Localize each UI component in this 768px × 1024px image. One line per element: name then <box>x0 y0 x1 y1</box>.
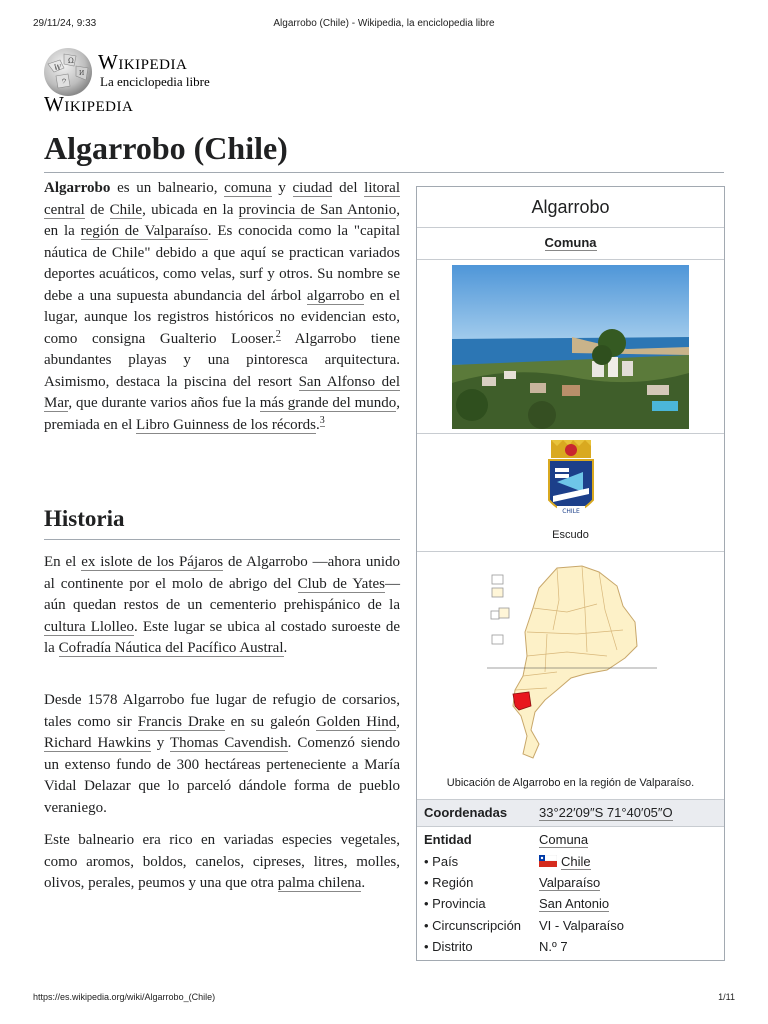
text: y <box>150 735 170 751</box>
infobox <box>416 186 725 961</box>
infobox-row-coordenadas <box>417 799 724 826</box>
text: En el <box>44 554 82 570</box>
text: en su galeón <box>224 713 317 730</box>
svg-text:ウ: ウ <box>61 78 68 85</box>
pais-link[interactable]: Chile <box>561 854 591 869</box>
map-caption: Ubicación de Algarrobo en la región de Valparaíso. <box>446 777 695 789</box>
shield-caption: Escudo <box>552 529 589 541</box>
text: . <box>316 416 320 433</box>
infobox-subtitle-row <box>417 227 724 260</box>
print-title: Algarrobo (Chile) - Wikipedia, la enciclopedia libre <box>273 18 495 29</box>
link-ex-islote[interactable]: ex islote de los Pájaros <box>81 554 224 570</box>
text: y <box>271 180 293 196</box>
link-palma-chilena[interactable]: palma chilena <box>277 875 362 891</box>
link-richard-hawkins[interactable]: Richard Hawkins <box>44 735 151 751</box>
infobox-photo-row <box>417 259 724 433</box>
link-cultura-llolleo[interactable]: cultura Llolleo <box>44 618 135 635</box>
infobox-label: • País <box>424 854 459 869</box>
lead-paragraph <box>44 178 400 436</box>
section-divider <box>44 539 400 540</box>
text: , premiada en el <box>44 395 400 433</box>
svg-text:Ω: Ω <box>68 57 74 65</box>
text: en el lugar, aunque los registros históricos no evidencian esto, como consigna Gualterio Looser. <box>44 287 401 347</box>
text: Algarrobo tiene abundantes playas y una pintoresca arquitectura. Asimismo, destaca la piscina del resort <box>44 330 400 390</box>
region-link[interactable]: Valparaíso <box>539 875 601 890</box>
section-heading-historia: Historia <box>44 506 125 531</box>
coat-of-arms-icon[interactable] <box>543 438 599 528</box>
print-page-number: 1/11 <box>718 992 735 1002</box>
link-chile[interactable]: Chile <box>109 201 143 218</box>
link-libro-guinness[interactable]: Libro Guinness de los récords <box>136 416 317 433</box>
text: Este balneario era rico en variadas especies vegetales, como aromos, boldos, canelos, cipreses, litres, molles, olivos, perales, peumos y una que otra <box>44 832 400 891</box>
link-provincia-san-antonio[interactable]: provincia de San Antonio <box>238 201 397 218</box>
print-date: 29/11/24, 9:33 <box>33 18 97 29</box>
coordinates-link[interactable]: 33°22′09″S 71°40′05″O <box>539 805 673 820</box>
print-header <box>33 18 735 34</box>
infobox-title: Algarrobo <box>531 197 610 217</box>
text: del <box>332 180 365 196</box>
text: , <box>396 713 400 730</box>
pais-value[interactable] <box>539 854 591 869</box>
circunscripcion-value: VI - Valparaíso <box>539 918 625 933</box>
subject-name: Algarrobo <box>44 180 111 196</box>
text: . Este lugar se ubica al costado suroeste de la <box>44 618 400 656</box>
wikipedia-tagline: La enciclopedia libre <box>100 74 210 89</box>
text: , en la <box>44 201 400 239</box>
wikipedia-wordmark-secondary: Wikipedia <box>44 92 134 116</box>
infobox-label: Coordenadas <box>424 805 508 820</box>
provincia-link[interactable]: San Antonio <box>539 896 610 911</box>
entidad-link[interactable]: Comuna <box>539 832 589 847</box>
link-francis-drake[interactable]: Francis Drake <box>137 713 225 730</box>
text: . <box>283 640 288 656</box>
print-footer <box>33 992 735 1006</box>
page-title: Algarrobo (Chile) <box>44 130 288 166</box>
text: . Es conocida como la "capital náutica de Chile" debido a que aquí se practican variados deportes acuáticos, como velas, surf y otros. Su nombre se debe a una supuesta abundancia del árbol <box>44 223 401 304</box>
svg-text:И: И <box>79 70 85 77</box>
text: . <box>361 875 366 891</box>
infobox-details <box>417 826 724 961</box>
historia-paragraph-1 <box>44 552 400 660</box>
wikipedia-wordmark: Wikipedia <box>98 50 188 74</box>
historia-paragraph-3 <box>44 830 400 895</box>
infobox-label: Entidad <box>424 832 472 847</box>
link-thomas-cavendish[interactable]: Thomas Cavendish <box>170 735 288 751</box>
reference-3[interactable]: 3 <box>319 414 325 426</box>
link-golden-hind[interactable]: Golden Hind <box>316 713 397 730</box>
link-cofradia-nautica[interactable]: Cofradía Náutica del Pacífico Austral <box>58 640 284 656</box>
text: . Comenzó siendo un extenso fundo de 300 hectáreas perteneciente a María Vidal Delazar que lo parceló dándole forma de pueblo veraniego. <box>44 735 401 816</box>
infobox-label: • Distrito <box>424 939 473 954</box>
text: , ubicada en la <box>142 201 239 218</box>
link-region-valparaiso[interactable]: región de Valparaíso <box>80 223 208 239</box>
infobox-label: • Provincia <box>424 896 486 911</box>
wikipedia-globe-icon <box>42 46 94 98</box>
title-divider <box>44 172 724 173</box>
link-algarrobo-tree[interactable]: algarrobo <box>306 287 365 304</box>
text: de Algarrobo —ahora unido al continente por el molo de abrigo del <box>44 554 400 592</box>
text: de <box>84 201 110 218</box>
infobox-shield-row <box>417 433 724 551</box>
text: es un balneario, <box>110 180 225 196</box>
distrito-value: N.º 7 <box>539 939 568 954</box>
infobox-label: • Región <box>424 875 474 890</box>
link-comuna[interactable]: comuna <box>224 180 272 196</box>
link-ciudad[interactable]: ciudad <box>292 180 333 196</box>
region-location-map[interactable] <box>487 560 657 770</box>
link-mas-grande[interactable]: más grande del mundo <box>259 395 397 411</box>
wikipedia-logo[interactable] <box>42 44 242 116</box>
text: — aún quedan restos de un cementerio prehispánico de la <box>44 575 400 613</box>
link-san-alfonso-del-mar[interactable]: San Alfonso del Mar <box>44 373 400 411</box>
svg-text:W: W <box>54 64 62 72</box>
reference-2[interactable]: 2 <box>275 328 281 340</box>
coastal-town-photo[interactable] <box>452 265 689 429</box>
infobox-map-row <box>417 551 724 800</box>
infobox-label: • Circunscripción <box>424 918 522 933</box>
text: , que durante varios años fue la <box>68 395 260 411</box>
shield-text: CHILE <box>562 508 580 515</box>
historia-paragraph-2 <box>44 690 400 819</box>
chile-flag-icon <box>539 855 557 867</box>
text: Desde 1578 Algarrobo fue lugar de refugio de corsarios, tales como sir <box>44 692 400 730</box>
print-url: https://es.wikipedia.org/wiki/Algarrobo_(Chile) <box>33 992 216 1002</box>
link-club-de-yates[interactable]: Club de Yates <box>297 575 385 592</box>
infobox-subtitle-link[interactable]: Comuna <box>544 235 597 250</box>
link-litoral-central[interactable]: litoral central <box>44 180 400 218</box>
